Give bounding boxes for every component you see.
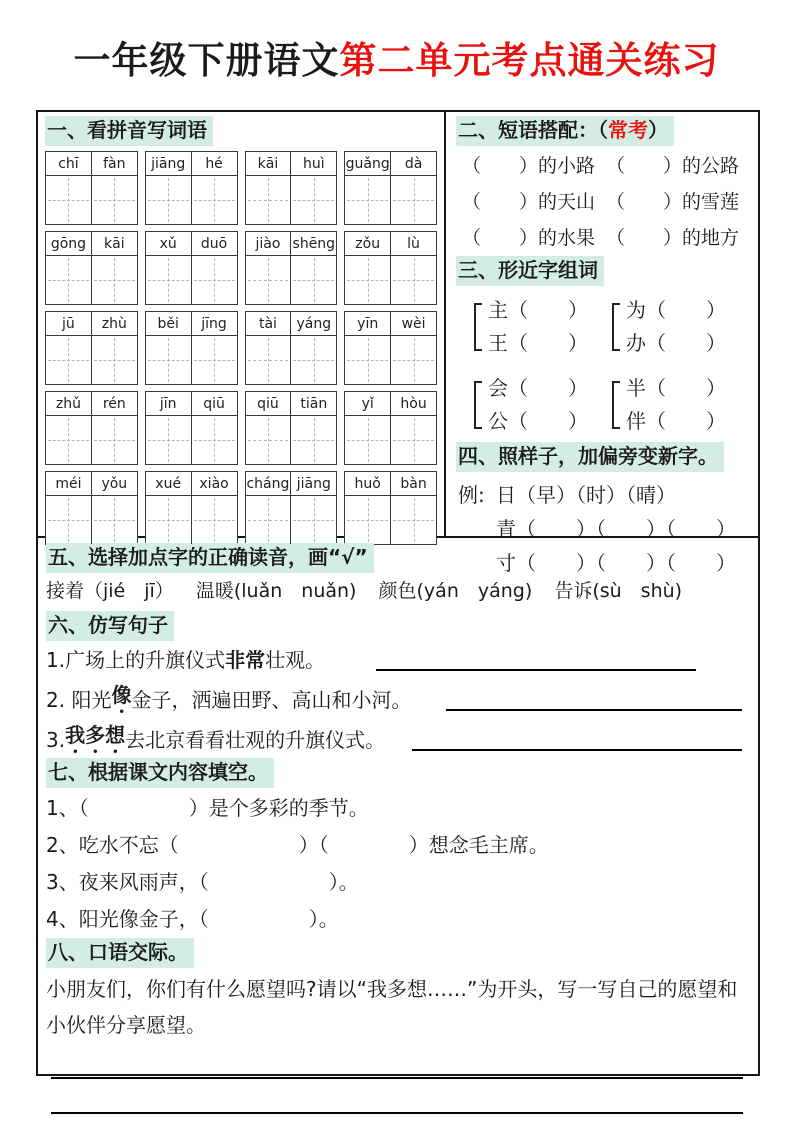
pinyin-syllable: méi — [46, 472, 92, 495]
pinyin-word-block — [45, 231, 138, 305]
writing-cell — [345, 176, 391, 224]
pinyin-row — [46, 392, 137, 416]
pinyin-row — [345, 472, 436, 496]
pinyin-row — [246, 232, 337, 256]
pinyin-syllable: tiān — [300, 395, 328, 412]
section4-heading: 四、照样子，加偏旁变新字。 — [456, 442, 724, 472]
page-title — [0, 30, 793, 84]
pinyin-row — [146, 152, 237, 176]
writing-line — [51, 1077, 743, 1079]
writing-cell — [246, 336, 292, 384]
writing-row — [46, 416, 137, 464]
pinyin-row — [46, 232, 137, 256]
pronunciation-choice-line — [46, 573, 748, 609]
pinyin-syllable: bàn — [400, 475, 427, 492]
writing-cell — [345, 336, 391, 384]
writing-cell — [391, 416, 436, 464]
radical-row-body: 寸（ ）（ ）（ ） — [496, 551, 736, 575]
bracket-icon — [474, 303, 482, 351]
writing-row — [146, 176, 237, 224]
phrase-item: （ ）的小路 — [462, 155, 596, 177]
pair-top: 会（ ） — [488, 376, 588, 400]
pinyin-syllable: huì — [302, 155, 325, 172]
pinyin-row — [146, 312, 237, 336]
pinyin-syllable: jīng — [201, 315, 227, 332]
pinyin-syllable: jū — [46, 312, 92, 335]
radical-exercise-rows — [458, 478, 750, 580]
section6-heading: 六、仿写句子 — [46, 611, 174, 641]
section2-heading-text: 二、短语搭配：（ — [458, 118, 608, 142]
pinyin-syllable: tài — [246, 312, 292, 335]
pinyin-syllable: duō — [200, 235, 228, 252]
pinyin-word-block — [344, 471, 437, 545]
writing-cell — [391, 336, 436, 384]
pinyin-syllable: xiào — [199, 475, 229, 492]
fill-blank-item: 3、夜来风雨声，（ ）。 — [46, 870, 359, 894]
writing-cell — [391, 256, 436, 304]
section3-heading: 三、形近字组词 — [456, 256, 604, 286]
pinyin-syllable: jīn — [146, 392, 192, 415]
pinyin-syllable: wèi — [401, 315, 426, 332]
pinyin-row — [345, 392, 436, 416]
section-6 — [46, 611, 748, 758]
writing-cell — [246, 176, 292, 224]
pinyin-word-block — [145, 311, 238, 385]
char-pair — [474, 294, 612, 360]
section-7 — [46, 758, 748, 938]
bracket-icon — [474, 381, 482, 429]
pinyin-syllable: zhǔ — [46, 392, 92, 415]
pinyin-word-block — [245, 471, 338, 545]
pair-bottom: 王（ ） — [488, 331, 588, 355]
section5-heading: 五、选择加点字的正确读音，画“√” — [46, 543, 374, 573]
writing-cell — [146, 336, 192, 384]
sentence-pre: 2. 阳光 — [46, 688, 112, 712]
writing-cell — [46, 256, 92, 304]
writing-cell — [391, 176, 436, 224]
sentence-emphasis: 像 — [111, 683, 132, 707]
answer-blank — [446, 709, 742, 711]
char-pair — [612, 372, 750, 438]
writing-cell — [291, 256, 336, 304]
pinyin-word-block — [45, 471, 138, 545]
section-8 — [46, 938, 748, 1043]
section-4 — [456, 442, 750, 580]
pair-bottom: 办（ ） — [626, 331, 726, 355]
writing-cell — [92, 416, 137, 464]
writing-line — [51, 1112, 743, 1114]
pinyin-syllable: kāi — [104, 235, 125, 252]
writing-row — [146, 496, 237, 544]
sentence-emphasis: 非常 — [225, 648, 266, 672]
writing-cell — [192, 176, 237, 224]
writing-row — [345, 336, 436, 384]
writing-row — [146, 256, 237, 304]
section7-heading: 七、根据课文内容填空。 — [46, 758, 274, 788]
pinyin-row — [246, 392, 337, 416]
writing-cell — [46, 416, 92, 464]
pinyin-row — [146, 232, 237, 256]
pinyin-syllable: dà — [404, 155, 423, 172]
section2-heading-badge: 常考 — [608, 118, 648, 142]
pinyin-row — [146, 392, 237, 416]
writing-row — [246, 496, 337, 544]
writing-cell — [146, 256, 192, 304]
writing-cell — [291, 416, 336, 464]
writing-cell — [192, 496, 237, 544]
pinyin-syllable: cháng — [246, 472, 292, 495]
sentence-pre: 1.广场上的升旗仪式 — [46, 648, 226, 672]
char-pair — [474, 372, 612, 438]
sentence-post: 壮观。 — [265, 648, 326, 672]
pinyin-syllable: xué — [146, 472, 192, 495]
pinyin-word-block — [245, 231, 338, 305]
radical-row-body: 青（ ）（ ）（ ） — [496, 517, 736, 541]
radical-row — [458, 512, 750, 546]
writing-row — [46, 256, 137, 304]
bracket-icon — [612, 381, 620, 429]
writing-cell — [246, 416, 292, 464]
pinyin-syllable: kāi — [246, 152, 292, 175]
writing-cell — [345, 496, 391, 544]
pinyin-row — [46, 472, 137, 496]
pair-top: 主（ ） — [488, 298, 588, 322]
pronunciation-item: 告诉(sù shù) — [554, 580, 683, 602]
fill-blank-list — [46, 790, 748, 938]
pinyin-syllable: yǐ — [345, 392, 391, 415]
writing-cell — [291, 336, 336, 384]
pinyin-syllable: guǎng — [345, 152, 391, 175]
sentence-post: 去北京看看壮观的升旗仪式。 — [125, 728, 386, 752]
phrase-item: （ ）的水果 — [462, 227, 596, 249]
writing-row — [46, 496, 137, 544]
section-1 — [38, 112, 446, 536]
writing-cell — [92, 176, 137, 224]
writing-row — [246, 336, 337, 384]
pinyin-grid — [45, 151, 437, 545]
writing-cell — [291, 496, 336, 544]
writing-cell — [92, 496, 137, 544]
pinyin-row — [146, 472, 237, 496]
pinyin-word-block — [344, 311, 437, 385]
pinyin-word-block — [145, 391, 238, 465]
section2-heading — [456, 116, 674, 146]
radical-row-body: 日（早）（时）（晴） — [496, 483, 676, 507]
fill-blank-item: 2、吃水不忘（ ）（ ）想念毛主席。 — [46, 833, 549, 857]
pinyin-word-block — [45, 311, 138, 385]
page-title-black: 一年级下册语文 — [73, 39, 340, 82]
pair-top: 为（ ） — [626, 298, 726, 322]
pinyin-syllable: jiāng — [146, 152, 192, 175]
answer-blank — [376, 669, 696, 671]
writing-cell — [146, 496, 192, 544]
writing-cell — [46, 336, 92, 384]
pinyin-row — [246, 472, 337, 496]
writing-cell — [192, 336, 237, 384]
worksheet-body — [36, 110, 760, 1076]
phrase-item: （ ）的天山 — [462, 191, 596, 213]
writing-row — [146, 416, 237, 464]
pinyin-row — [345, 232, 436, 256]
phrase-match-list — [462, 148, 750, 256]
pinyin-word-block — [245, 311, 338, 385]
writing-cell — [345, 256, 391, 304]
writing-cell — [146, 416, 192, 464]
sentence-pre: 3. — [46, 728, 66, 752]
writing-cell — [146, 176, 192, 224]
phrase-item: （ ）的雪莲 — [606, 191, 740, 213]
sentence-item — [46, 678, 748, 718]
writing-row — [246, 416, 337, 464]
pinyin-word-block — [344, 391, 437, 465]
writing-cell — [92, 256, 137, 304]
pair-top: 半（ ） — [626, 376, 726, 400]
pinyin-syllable: běi — [146, 312, 192, 335]
pinyin-word-block — [344, 151, 437, 225]
pair-bottom: 公（ ） — [488, 409, 588, 433]
char-pair-grid — [474, 294, 750, 438]
pinyin-syllable: gōng — [46, 232, 92, 255]
pair-bottom: 伴（ ） — [626, 409, 726, 433]
pinyin-syllable: rén — [102, 395, 126, 412]
pinyin-word-block — [344, 231, 437, 305]
writing-row — [246, 176, 337, 224]
pinyin-word-block — [145, 231, 238, 305]
writing-cell — [46, 496, 92, 544]
pinyin-word-block — [245, 151, 338, 225]
pinyin-syllable: yǒu — [101, 475, 128, 492]
writing-cell — [345, 416, 391, 464]
pronunciation-item: 接着（jié jī） — [46, 580, 174, 602]
writing-row — [46, 176, 137, 224]
writing-row — [345, 496, 436, 544]
pinyin-syllable: yáng — [296, 315, 332, 332]
radical-row — [458, 478, 750, 512]
writing-cell — [246, 256, 292, 304]
pinyin-syllable: yīn — [345, 312, 391, 335]
bottom-region — [38, 538, 758, 1114]
pinyin-syllable: qiū — [203, 395, 225, 412]
sentence-item — [46, 643, 748, 678]
writing-row — [345, 256, 436, 304]
writing-cell — [391, 496, 436, 544]
pinyin-row — [246, 152, 337, 176]
pronunciation-item: 颜色(yán yáng) — [378, 580, 533, 602]
fill-blank-item: 1、（ ）是个多彩的季节。 — [46, 796, 369, 820]
section2-heading-close: ） — [648, 118, 668, 142]
pinyin-word-block — [245, 391, 338, 465]
pinyin-row — [345, 152, 436, 176]
example-label: 例: — [458, 483, 485, 507]
writing-cell — [246, 496, 292, 544]
fill-blank-item: 4、阳光像金子，（ ）。 — [46, 907, 339, 931]
bracket-icon — [612, 303, 620, 351]
pinyin-syllable: fàn — [103, 155, 126, 172]
phrase-item: （ ）的地方 — [606, 227, 740, 249]
pinyin-syllable: huǒ — [345, 472, 391, 495]
phrase-item: （ ）的公路 — [606, 155, 740, 177]
pinyin-syllable: hòu — [400, 395, 427, 412]
pinyin-syllable: qiū — [246, 392, 292, 415]
writing-cell — [291, 176, 336, 224]
char-pair — [612, 294, 750, 360]
writing-cell — [92, 336, 137, 384]
pinyin-row — [246, 312, 337, 336]
pronunciation-item: 温暖(luǎn nuǎn) — [195, 580, 357, 602]
pinyin-word-block — [145, 151, 238, 225]
section-2 — [456, 116, 750, 256]
answer-blank — [412, 749, 742, 751]
section8-heading: 八、口语交际。 — [46, 938, 194, 968]
writing-cell — [192, 416, 237, 464]
pinyin-syllable: jiào — [246, 232, 292, 255]
oral-communication-prompt: 小朋友们，你们有什么愿望吗?请以“我多想……”为开头，写一写自己的愿望和小伙伴分享愿望。 — [46, 977, 738, 1037]
pinyin-syllable: xǔ — [146, 232, 192, 255]
pinyin-word-block — [45, 151, 138, 225]
pinyin-word-block — [45, 391, 138, 465]
pinyin-row — [46, 312, 137, 336]
sentence-emphasis: 我多想 — [65, 723, 126, 747]
writing-cell — [192, 256, 237, 304]
pinyin-row — [46, 152, 137, 176]
pinyin-syllable: zhù — [101, 315, 127, 332]
writing-row — [146, 336, 237, 384]
page-title-red: 第二单元考点通关练习 — [339, 39, 720, 82]
section-3 — [456, 256, 750, 438]
pinyin-syllable: shēng — [292, 235, 336, 252]
pinyin-syllable: jiāng — [296, 475, 331, 492]
pinyin-syllable: chī — [46, 152, 92, 175]
writing-row — [345, 416, 436, 464]
writing-row — [345, 176, 436, 224]
right-column — [446, 112, 758, 575]
writing-cell — [46, 176, 92, 224]
example-label — [458, 512, 496, 546]
pinyin-row — [345, 312, 436, 336]
writing-row — [246, 256, 337, 304]
pinyin-syllable: hé — [205, 155, 223, 172]
pinyin-syllable: lù — [407, 235, 420, 252]
sentence-post: 金子，洒遍田野、高山和小河。 — [131, 688, 412, 712]
pinyin-syllable: zǒu — [345, 232, 391, 255]
section1-heading: 一、看拼音写词语 — [45, 116, 213, 146]
writing-row — [46, 336, 137, 384]
pinyin-word-block — [145, 471, 238, 545]
sentence-item — [46, 718, 748, 758]
